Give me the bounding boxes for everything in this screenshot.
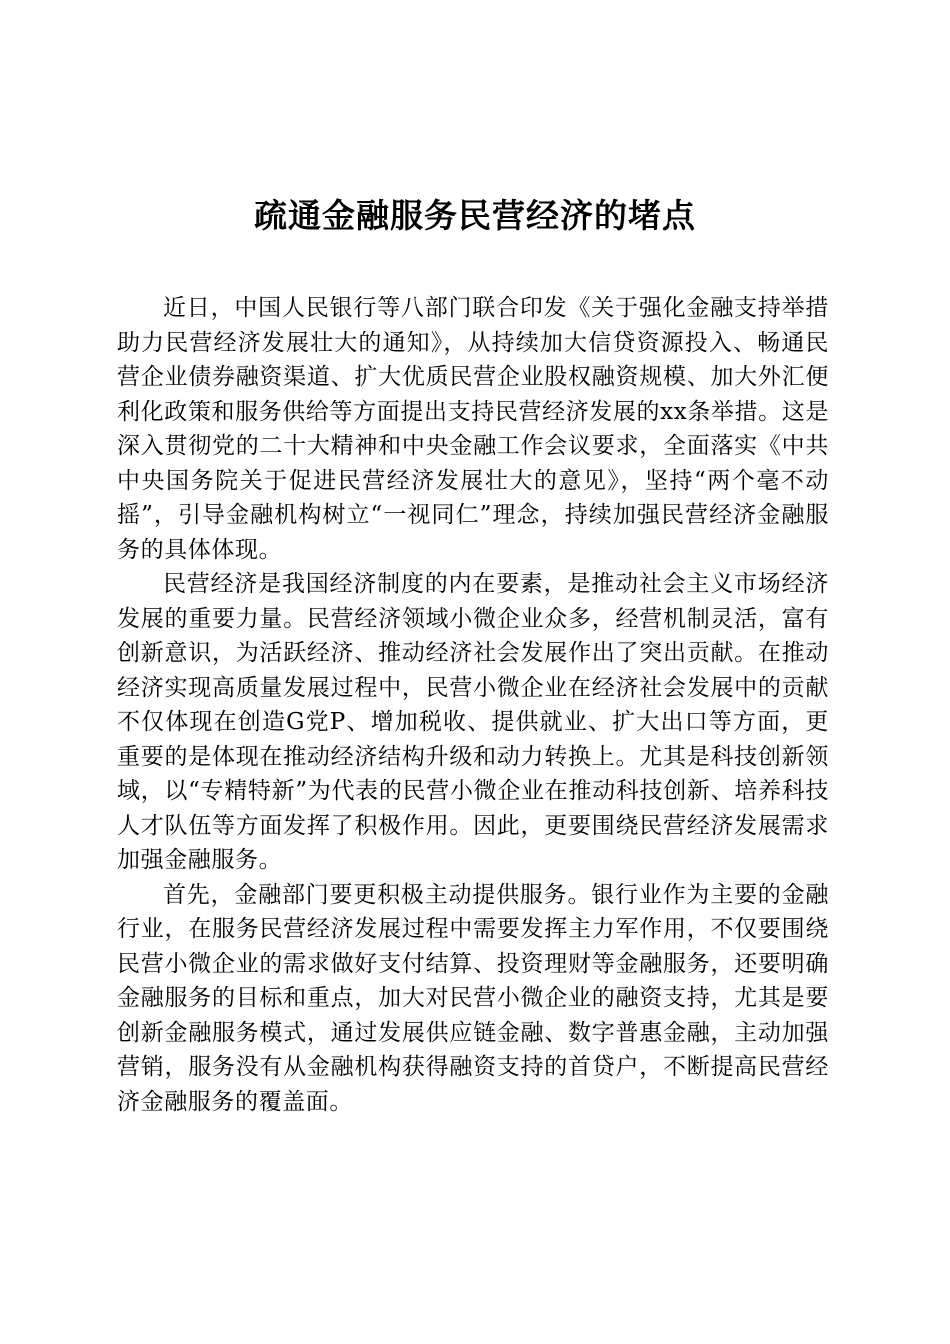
paragraph-2: 民营经济是我国经济制度的内在要素，是推动社会主义市场经济发展的重要力量。民营经济领域小微企业众多，经营机制灵活，富有创新意识，为活跃经济、推动经济社会发展作出了突出贡献。在推动经济实现高质量发展过程中，民营小微企业在经济社会发展中的贡献不仅体现在创造G党P、增加税收、提供就业、扩大出口等方面，更重要的是体现在推动经济结构升级和动力转换上。尤其是科技创新领域，以“专精特新”为代表的民营小微企业在推动科技创新、培养科技人才队伍等方面发挥了积极作用。因此，更要围绕民营经济发展需求加强金融服务。 xyxy=(117,571,829,873)
document-body xyxy=(117,291,829,1119)
document-title: 疏通金融服务民营经济的堵点 xyxy=(254,196,696,235)
paragraph-1: 近日，中国人民银行等八部门联合印发《关于强化金融支持举措助力民营经济发展壮大的通知》，从持续加大信贷资源投入、畅通民营企业债券融资渠道、扩大优质民营企业股权融资规模、加大外汇便利化政策和服务供给等方面提出支持民营经济发展的xx条举措。这是深入贯彻党的二十大精神和中央金融工作会议要求，全面落实《中共中央国务院关于促进民营经济发展壮大的意见》，坚持“两个毫不动摇”，引导金融机构树立“一视同仁”理念，持续加强民营经济金融服务的具体体现。 xyxy=(117,295,829,563)
paragraph-3: 首先，金融部门要更积极主动提供服务。银行业作为主要的金融行业，在服务民营经济发展过程中需要发挥主力军作用，不仅要围绕民营小微企业的需求做好支付结算、投资理财等金融服务，还要明确金融服务的目标和重点，加大对民营小微企业的融资支持，尤其是要创新金融服务模式，通过发展供应链金融、数字普惠金融，主动加强营销，服务没有从金融机构获得融资支持的首贷户，不断提高民营经济金融服务的覆盖面。 xyxy=(117,881,829,1115)
